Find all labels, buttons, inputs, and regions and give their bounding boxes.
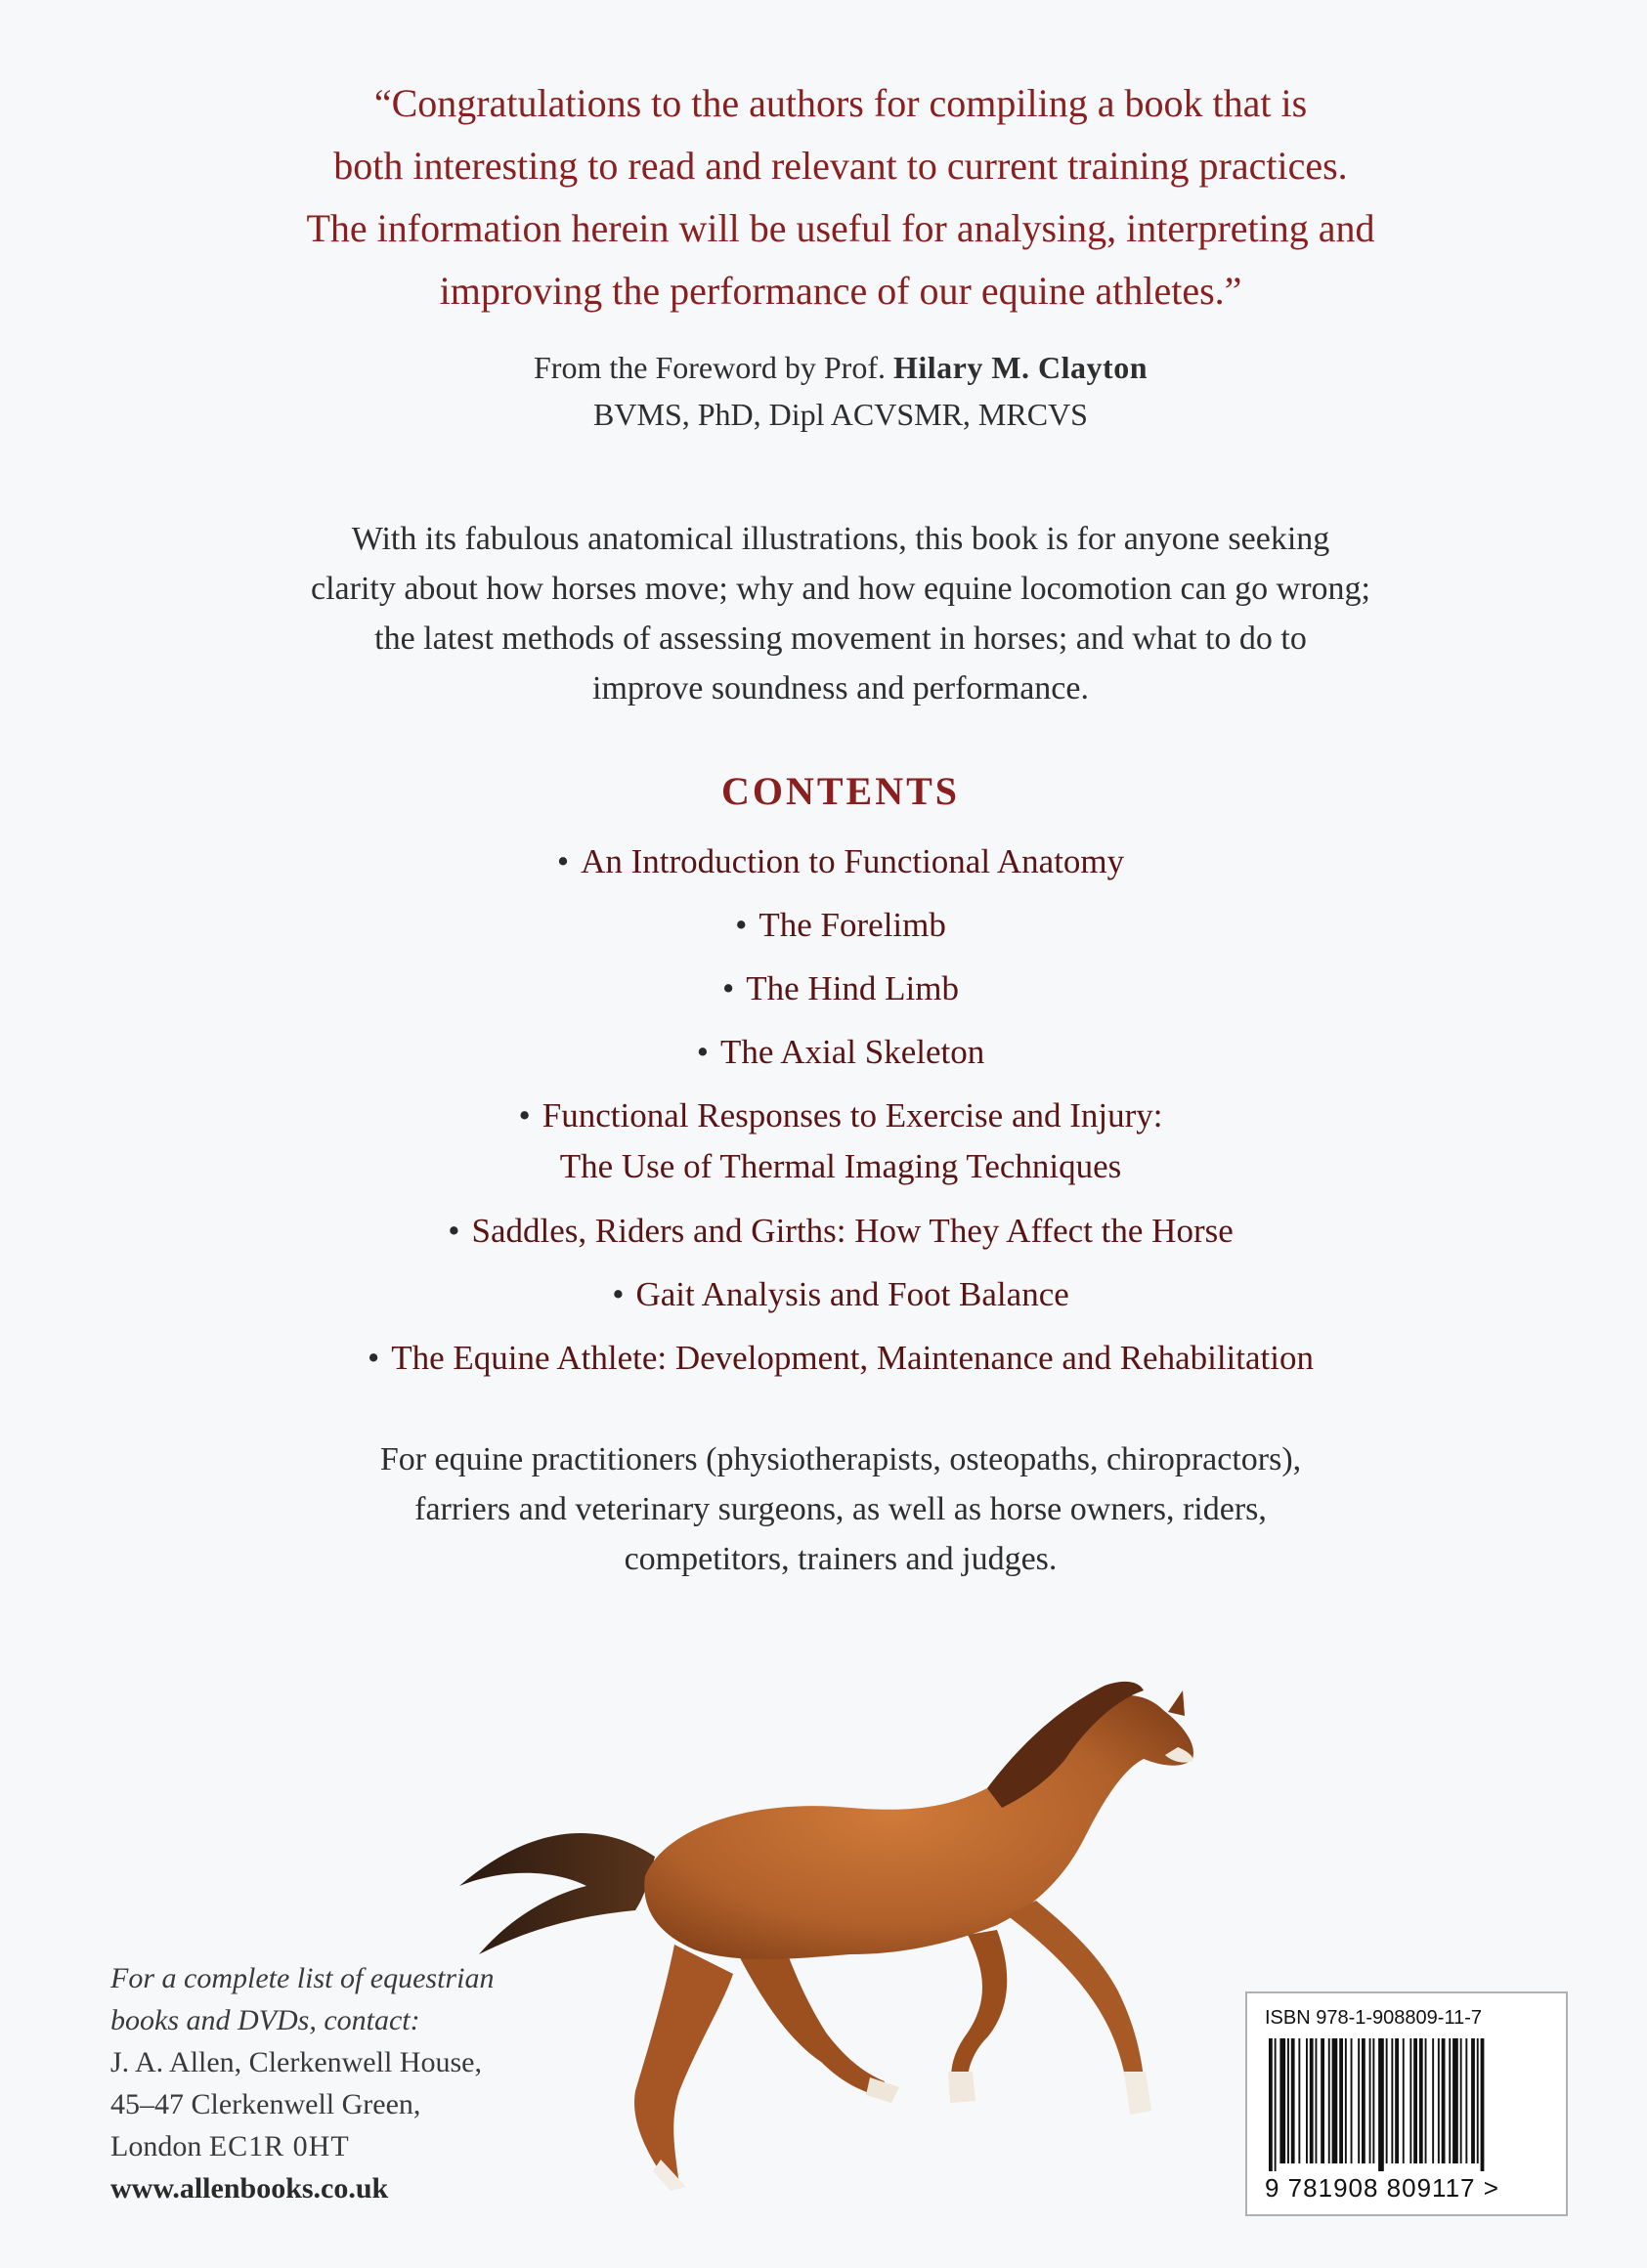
barcode-bar bbox=[1460, 2038, 1462, 2163]
barcode-bar bbox=[1452, 2038, 1458, 2163]
barcode-bar bbox=[1438, 2038, 1440, 2163]
description-line: With its fabulous anatomical illustrations, this book is for anyone seeking bbox=[351, 521, 1330, 557]
barcode-bar bbox=[1269, 2038, 1273, 2171]
isbn-barcode-box bbox=[1245, 1991, 1568, 2216]
barcode-bar bbox=[1391, 2038, 1393, 2163]
attribution-prefix: From the Foreword by Prof. bbox=[534, 350, 893, 385]
contact-intro-line: books and DVDs, contact: bbox=[110, 2004, 420, 2036]
publisher-website-link[interactable]: www.allenbooks.co.uk bbox=[110, 2172, 389, 2204]
barcode-bar bbox=[1339, 2038, 1343, 2163]
horse-body bbox=[644, 1695, 1193, 1959]
barcode-bar bbox=[1372, 2038, 1374, 2163]
barcode-bar bbox=[1425, 2038, 1427, 2163]
contact-postcode: EC1R 0HT bbox=[208, 2130, 350, 2162]
description-line: clarity about how horses move; why and how equine locomotion can go wrong; bbox=[311, 571, 1370, 607]
barcode-bar bbox=[1279, 2038, 1285, 2163]
contents-item bbox=[98, 900, 1583, 963]
attribution-name: Hilary M. Clayton bbox=[892, 350, 1148, 385]
barcode-bar bbox=[1298, 2038, 1300, 2163]
barcode-bar bbox=[1465, 2038, 1467, 2163]
barcode-bar bbox=[1386, 2038, 1388, 2163]
bullet-icon: • bbox=[612, 1275, 625, 1313]
audience-line: farriers and veterinary surgeons, as well as horse owners, riders, bbox=[414, 1491, 1267, 1527]
barcode-bar bbox=[1413, 2038, 1417, 2163]
barcode-bar bbox=[1419, 2038, 1423, 2163]
barcode-bar bbox=[1442, 2038, 1446, 2163]
contents-list bbox=[98, 836, 1583, 1396]
attribution-line bbox=[98, 344, 1583, 391]
contents-item-label: An Introduction to Functional Anatomy bbox=[581, 842, 1125, 880]
horse-hind-leg-front bbox=[733, 1940, 885, 2096]
horse-front-leg-forward bbox=[1007, 1901, 1146, 2101]
contact-address-line: J. A. Allen, Clerkenwell House, bbox=[110, 2046, 482, 2078]
barcode-bar bbox=[1409, 2038, 1411, 2163]
contents-item bbox=[98, 1269, 1583, 1333]
contents-item-label: Saddles, Riders and Girths: How They Affect the Horse bbox=[471, 1212, 1234, 1250]
contents-item-label: The Forelimb bbox=[758, 906, 946, 944]
barcode-bar bbox=[1369, 2038, 1371, 2163]
contents-item-label: Gait Analysis and Foot Balance bbox=[635, 1275, 1069, 1313]
attribution-credentials: BVMS, PhD, Dipl ACVSMR, MRCVS bbox=[593, 397, 1088, 432]
contents-item-label-continued: The Use of Thermal Imaging Techniques bbox=[559, 1147, 1122, 1185]
barcode-bar bbox=[1332, 2038, 1338, 2163]
audience-line: For equine practitioners (physiotherapists, osteopaths, chiropractors), bbox=[379, 1441, 1302, 1477]
bullet-icon: • bbox=[721, 969, 735, 1007]
contents-item bbox=[98, 1206, 1583, 1269]
contents-item-label: The Hind Limb bbox=[746, 969, 959, 1007]
contents-item bbox=[98, 836, 1583, 900]
description-line: the latest methods of assessing movement in horses; and what to do to bbox=[374, 620, 1307, 657]
horse-tail bbox=[459, 1833, 655, 1954]
contents-item-label: The Equine Athlete: Development, Maintenance and Rehabilitation bbox=[391, 1339, 1314, 1377]
horse-hind-leg-back bbox=[634, 1945, 733, 2184]
contents-item-label: The Axial Skeleton bbox=[720, 1033, 985, 1071]
book-description bbox=[98, 514, 1583, 713]
quote-line: “Congratulations to the authors for compiling a book that is bbox=[373, 81, 1308, 125]
barcode-bar bbox=[1481, 2038, 1485, 2171]
barcode-bar bbox=[1275, 2038, 1277, 2171]
contact-address-line: 45–47 Clerkenwell Green, bbox=[110, 2088, 421, 2120]
barcode-bar bbox=[1395, 2038, 1399, 2163]
barcode-bar bbox=[1287, 2038, 1289, 2163]
barcode-bar bbox=[1378, 2038, 1384, 2171]
bullet-icon: • bbox=[367, 1339, 380, 1377]
barcode-digits: 9 781908 809117 > bbox=[1265, 2173, 1499, 2203]
contents-item bbox=[98, 963, 1583, 1027]
contents-item bbox=[98, 1091, 1583, 1206]
contents-item bbox=[98, 1027, 1583, 1091]
barcode-bar bbox=[1403, 2038, 1405, 2163]
contact-intro-line: For a complete list of equestrian bbox=[110, 1962, 495, 1994]
quote-attribution bbox=[98, 344, 1583, 438]
contents-item-label: Functional Responses to Exercise and Injury: bbox=[542, 1096, 1163, 1134]
barcode-bar bbox=[1321, 2038, 1324, 2163]
description-line: improve soundness and performance. bbox=[592, 670, 1089, 706]
barcode-bar bbox=[1316, 2038, 1318, 2163]
barcode-icon bbox=[1265, 2038, 1552, 2171]
barcode-bar bbox=[1471, 2038, 1475, 2163]
bullet-icon: • bbox=[556, 842, 570, 880]
quote-line: The information herein will be useful for analysing, interpreting and bbox=[306, 206, 1375, 250]
foreword-quote bbox=[98, 72, 1583, 322]
contact-address-city-line bbox=[110, 2125, 599, 2167]
barcode-bar bbox=[1362, 2038, 1365, 2163]
contents-heading: CONTENTS bbox=[720, 769, 961, 813]
publisher-contact bbox=[110, 1957, 599, 2209]
bullet-icon: • bbox=[518, 1096, 531, 1134]
barcode-bar bbox=[1477, 2038, 1479, 2163]
bullet-icon: • bbox=[735, 906, 748, 944]
barcode-bar bbox=[1310, 2038, 1314, 2163]
audience-line: competitors, trainers and judges. bbox=[624, 1541, 1058, 1577]
barcode-bar bbox=[1351, 2038, 1353, 2163]
barcode-bar bbox=[1291, 2038, 1295, 2163]
barcode-bar bbox=[1345, 2038, 1347, 2163]
target-audience bbox=[98, 1434, 1583, 1584]
contents-item bbox=[98, 1333, 1583, 1396]
barcode-bar bbox=[1306, 2038, 1308, 2163]
quote-line: improving the performance of our equine athletes.” bbox=[439, 269, 1242, 313]
bullet-icon: • bbox=[696, 1033, 710, 1071]
isbn-label: ISBN 978-1-908809-11-7 bbox=[1265, 2007, 1482, 2029]
barcode-bar bbox=[1432, 2038, 1434, 2163]
bullet-icon: • bbox=[448, 1212, 460, 1250]
contact-city: London bbox=[110, 2130, 209, 2162]
barcode-bar bbox=[1449, 2038, 1451, 2163]
barcode-bar bbox=[1358, 2038, 1360, 2163]
barcode-bar bbox=[1328, 2038, 1330, 2163]
quote-line: both interesting to read and relevant to current training practices. bbox=[333, 144, 1348, 188]
horse-front-leg-folded bbox=[951, 1930, 1007, 2091]
